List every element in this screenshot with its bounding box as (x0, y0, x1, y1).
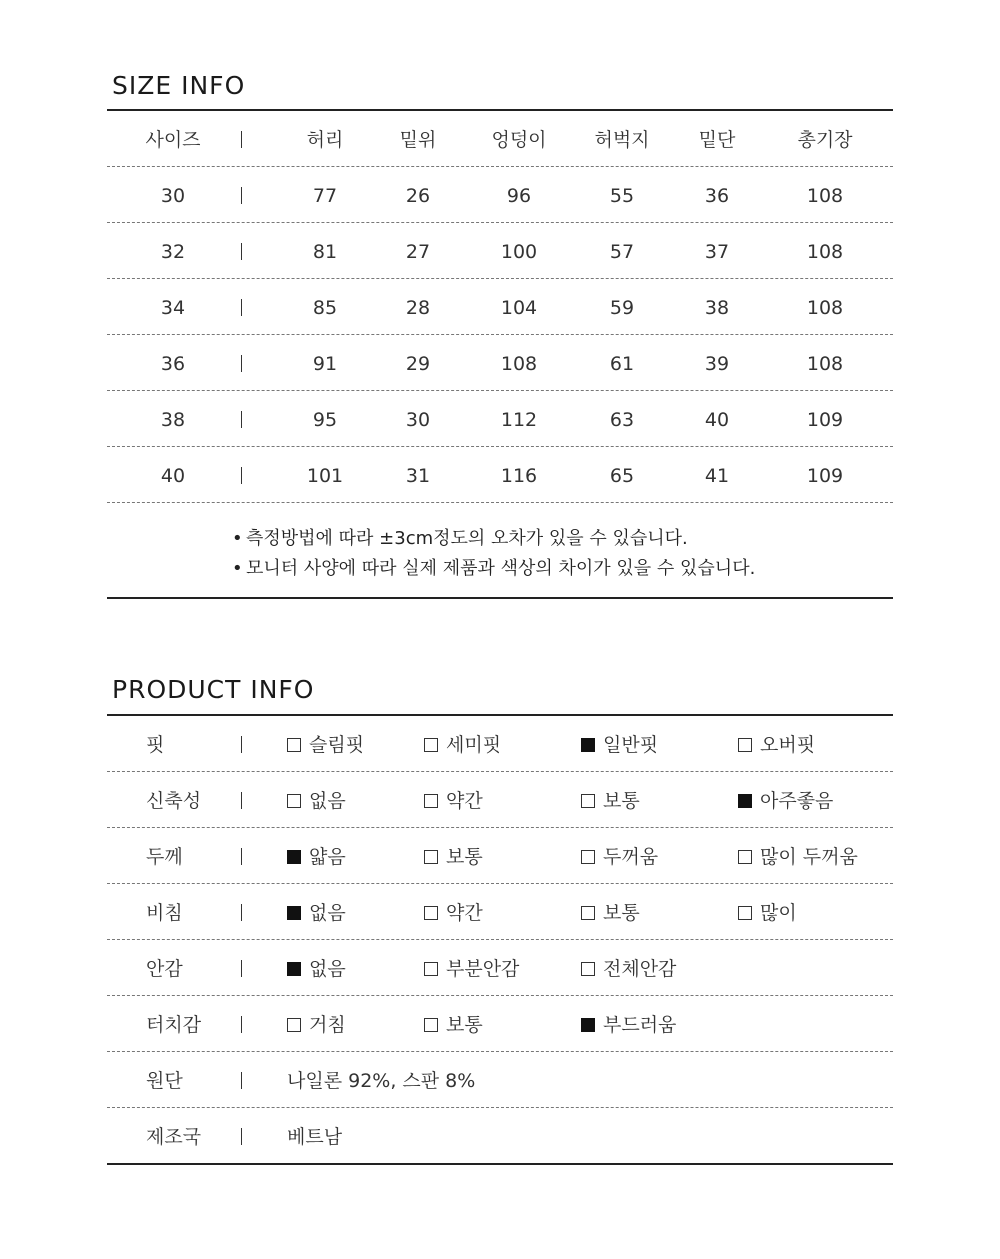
size-cell: 36 (704, 185, 730, 207)
product-row-label: 안감 (146, 958, 183, 980)
size-header-cell: 사이즈 (145, 129, 201, 151)
column-separator (241, 904, 242, 921)
product-row-label: 원단 (146, 1070, 183, 1092)
size-cell: 81 (312, 241, 338, 263)
unchecked-box-icon (424, 850, 438, 864)
checked-box-icon (287, 962, 301, 976)
size-row (107, 223, 893, 279)
size-info-title: SIZE INFO (112, 71, 246, 100)
size-cell: 108 (806, 297, 844, 319)
checked-box-icon (738, 794, 752, 808)
size-cell: 38 (704, 297, 730, 319)
size-header-row (107, 111, 893, 167)
size-cell: 30 (160, 185, 186, 207)
product-option (581, 772, 640, 828)
size-cell: 108 (500, 353, 538, 375)
unchecked-box-icon (287, 794, 301, 808)
product-row (107, 884, 893, 940)
size-header-cell: 총기장 (797, 129, 853, 151)
size-row (107, 391, 893, 447)
checked-box-icon (287, 906, 301, 920)
product-row-label: 비침 (146, 902, 183, 924)
size-cell: 57 (609, 241, 635, 263)
size-cell: 85 (312, 297, 338, 319)
column-separator (241, 960, 242, 977)
product-row (107, 1108, 893, 1164)
product-row (107, 996, 893, 1052)
product-option (424, 772, 483, 828)
product-option (581, 940, 676, 996)
product-option (581, 828, 658, 884)
size-header-cell: 허리 (306, 129, 344, 151)
unchecked-box-icon (424, 794, 438, 808)
note-text: 모니터 사양에 따라 실제 제품과 색상의 차이가 있을 수 있습니다. (246, 558, 756, 579)
size-cell: 104 (500, 297, 538, 319)
product-option (424, 828, 483, 884)
product-option (287, 884, 346, 940)
column-separator (241, 243, 242, 260)
product-row (107, 1052, 893, 1108)
size-cell: 40 (704, 409, 730, 431)
column-separator (241, 848, 242, 865)
unchecked-box-icon (738, 850, 752, 864)
column-separator (241, 736, 242, 753)
column-separator (241, 131, 242, 148)
column-separator (241, 411, 242, 428)
size-cell: 55 (609, 185, 635, 207)
unchecked-box-icon (738, 906, 752, 920)
product-option-label: 보통 (603, 902, 640, 924)
size-cell: 108 (806, 353, 844, 375)
size-cell: 112 (500, 409, 538, 431)
unchecked-box-icon (424, 962, 438, 976)
product-option (424, 940, 519, 996)
product-option-label: 보통 (446, 846, 483, 868)
unchecked-box-icon (424, 1018, 438, 1032)
product-row-label: 터치감 (146, 1014, 202, 1036)
note-item: • 모니터 사양에 따라 실제 제품과 색상의 차이가 있을 수 있습니다. (232, 558, 756, 579)
size-info-bottom-rule (107, 597, 893, 599)
product-option (581, 716, 658, 772)
product-option (581, 884, 640, 940)
size-cell: 29 (405, 353, 431, 375)
size-cell: 31 (405, 465, 431, 487)
product-option (424, 884, 483, 940)
size-cell: 91 (312, 353, 338, 375)
product-row (107, 716, 893, 772)
product-row-label: 핏 (146, 734, 165, 756)
size-cell: 34 (160, 297, 186, 319)
product-row (107, 940, 893, 996)
size-cell: 63 (609, 409, 635, 431)
size-cell: 116 (500, 465, 538, 487)
column-separator (241, 792, 242, 809)
product-option-label: 보통 (446, 1014, 483, 1036)
product-row-label: 두께 (146, 846, 183, 868)
size-cell: 41 (704, 465, 730, 487)
product-option-label: 없음 (309, 958, 346, 980)
size-cell: 37 (704, 241, 730, 263)
product-option (738, 884, 797, 940)
note-item: • 측정방법에 따라 ±3cm정도의 오차가 있을 수 있습니다. (232, 528, 688, 549)
product-option (738, 716, 815, 772)
column-separator (241, 187, 242, 204)
size-row (107, 335, 893, 391)
size-row (107, 447, 893, 503)
product-row (107, 828, 893, 884)
product-option-label: 많이 두꺼움 (760, 846, 858, 868)
unchecked-box-icon (581, 794, 595, 808)
unchecked-box-icon (581, 906, 595, 920)
column-separator (241, 1128, 242, 1145)
product-option-label: 전체안감 (603, 958, 677, 980)
size-cell: 40 (160, 465, 186, 487)
product-option-label: 보통 (603, 790, 640, 812)
product-option (738, 828, 858, 884)
size-header-cell: 밑위 (399, 129, 437, 151)
product-option-label: 많이 (760, 902, 797, 924)
size-cell: 39 (704, 353, 730, 375)
size-row (107, 279, 893, 335)
product-option-label: 부드러움 (603, 1014, 677, 1036)
product-option (424, 996, 483, 1052)
product-option-label: 부분안감 (446, 958, 520, 980)
column-separator (241, 355, 242, 372)
product-option-label: 슬림핏 (309, 734, 365, 756)
product-row (107, 772, 893, 828)
size-cell: 26 (405, 185, 431, 207)
column-separator (241, 1016, 242, 1033)
size-header-cell: 엉덩이 (491, 129, 547, 151)
product-info-title: PRODUCT INFO (112, 675, 315, 704)
size-cell: 59 (609, 297, 635, 319)
size-cell: 100 (500, 241, 538, 263)
product-option-label: 거침 (309, 1014, 346, 1036)
checked-box-icon (581, 1018, 595, 1032)
product-option-label: 없음 (309, 790, 346, 812)
checked-box-icon (287, 850, 301, 864)
unchecked-box-icon (287, 738, 301, 752)
size-row (107, 167, 893, 223)
product-option-label: 약간 (446, 902, 483, 924)
product-option-label: 아주좋음 (760, 790, 834, 812)
column-separator (241, 467, 242, 484)
size-cell: 109 (806, 465, 844, 487)
size-notes (232, 524, 755, 584)
column-separator (241, 299, 242, 316)
product-option (287, 996, 346, 1052)
product-option-label: 얇음 (309, 846, 346, 868)
size-header-cell: 밑단 (698, 129, 736, 151)
size-cell: 36 (160, 353, 186, 375)
size-cell: 108 (806, 241, 844, 263)
product-option (738, 772, 833, 828)
product-option-label: 없음 (309, 902, 346, 924)
product-option-label: 일반핏 (603, 734, 659, 756)
product-row-label: 제조국 (146, 1126, 202, 1148)
size-cell: 32 (160, 241, 186, 263)
size-cell: 30 (405, 409, 431, 431)
unchecked-box-icon (287, 1018, 301, 1032)
size-cell: 61 (609, 353, 635, 375)
product-row-value: 나일론 92%, 스판 8% (287, 1070, 476, 1092)
size-cell: 77 (312, 185, 338, 207)
unchecked-box-icon (581, 962, 595, 976)
size-cell: 95 (312, 409, 338, 431)
unchecked-box-icon (738, 738, 752, 752)
note-text: 측정방법에 따라 ±3cm정도의 오차가 있을 수 있습니다. (246, 528, 688, 549)
product-option-label: 약간 (446, 790, 483, 812)
size-cell: 108 (806, 185, 844, 207)
unchecked-box-icon (424, 906, 438, 920)
product-row-value: 베트남 (287, 1126, 343, 1148)
checked-box-icon (581, 738, 595, 752)
product-info-bottom-rule (107, 1163, 893, 1165)
product-option-label: 오버핏 (760, 734, 816, 756)
product-option (287, 828, 346, 884)
product-option (287, 716, 364, 772)
size-header-cell: 허벅지 (594, 129, 650, 151)
unchecked-box-icon (581, 850, 595, 864)
size-cell: 96 (506, 185, 532, 207)
product-option (287, 772, 346, 828)
product-option (581, 996, 676, 1052)
size-cell: 65 (609, 465, 635, 487)
size-cell: 109 (806, 409, 844, 431)
product-option-label: 세미핏 (446, 734, 502, 756)
column-separator (241, 1072, 242, 1089)
product-option (424, 716, 501, 772)
unchecked-box-icon (424, 738, 438, 752)
product-option (287, 940, 346, 996)
size-cell: 38 (160, 409, 186, 431)
size-cell: 27 (405, 241, 431, 263)
size-cell: 28 (405, 297, 431, 319)
size-cell: 101 (306, 465, 344, 487)
product-option-label: 두꺼움 (603, 846, 659, 868)
product-row-label: 신축성 (146, 790, 202, 812)
